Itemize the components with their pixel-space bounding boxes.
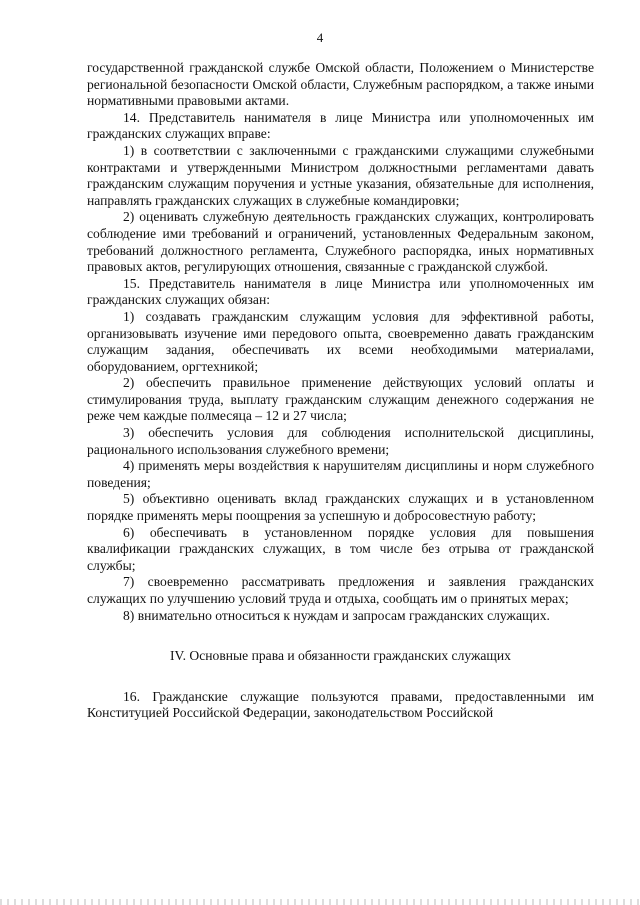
paragraph-clause-15-item-4: 4) применять меры воздействия к нарушителям дисциплины и норм служебного поведения;	[87, 458, 594, 490]
paragraph-clause-15: 15. Представитель нанимателя в лице Министра или уполномоченных им гражданских служащих обязан:	[87, 275, 594, 308]
paragraph-clause-16: 16. Гражданские служащие пользуются правами, предоставленными им Конституцией Российской Федерации, законодательством Российской	[87, 688, 594, 721]
paragraph-clause-14-item-1: 1) в соответствии с заключенными с гражданскими служащими служебными контрактами и утвержденными Министром должностными регламентами давать гражданским служащим поручения и устные указания, обязательные для исполнения, направлять гражданских служащих в служебные командировки;	[87, 142, 594, 208]
paragraph-clause-15-item-5: 5) объективно оценивать вклад гражданских служащих и в установленном порядке применять меры поощрения за успешную и добросовестную работу;	[87, 491, 594, 524]
page-number: 4	[316, 30, 324, 45]
paragraph-continuation: государственной гражданской службе Омской области, Положением о Министерстве региональной безопасности Омской области, Служебным распорядком, а также иными нормативными правовыми актами.	[87, 60, 594, 109]
paragraph-clause-15-item-7: 7) своевременно рассматривать предложения и заявления гражданских служащих по улучшению условий труда и отдыха, сообщать им о принятых мерах;	[87, 574, 594, 606]
paragraph-clause-15-item-3: 3) обеспечить условия для соблюдения исполнительской дисциплины, рационального использования служебного времени;	[87, 425, 594, 457]
paragraph-clause-14: 14. Представитель нанимателя в лице Министра или уполномоченных им гражданских служащих вправе:	[87, 109, 594, 142]
paragraph-clause-15-item-6: 6) обеспечивать в установленном порядке условия для повышения квалификации гражданских служащих, в том числе без отрыва от гражданской службы;	[87, 524, 594, 573]
document-body	[87, 60, 594, 722]
paragraph-clause-15-item-2: 2) обеспечить правильное применение действующих условий оплаты и стимулирования труда, выплату гражданским служащим денежного содержания не реже чем каждые полмесяца – 12 и 27 числа;	[87, 375, 594, 424]
scan-edge-artifact	[0, 899, 640, 905]
section-heading: IV. Основные права и обязанности гражданских служащих	[170, 648, 511, 664]
paragraph-clause-14-item-2: 2) оценивать служебную деятельность гражданских служащих, контролировать соблюдение ими требований и ограничений, установленных Федеральным законом, требований должностного регламента, Служебного распорядка, иных нормативных правовых актов, регулирующих отношения, связанные с гражданской службой.	[87, 209, 594, 275]
paragraph-clause-15-item-8: 8) внимательно относиться к нуждам и запросам гражданских служащих.	[123, 607, 550, 623]
paragraph-clause-15-item-1: 1) создавать гражданским служащим условия для эффективной работы, организовывать изучение ими передового опыта, своевременно давать гражданским служащим задания, обеспечивать их всеми необходимыми материалами, оборудованием, оргтехникой;	[87, 308, 594, 374]
